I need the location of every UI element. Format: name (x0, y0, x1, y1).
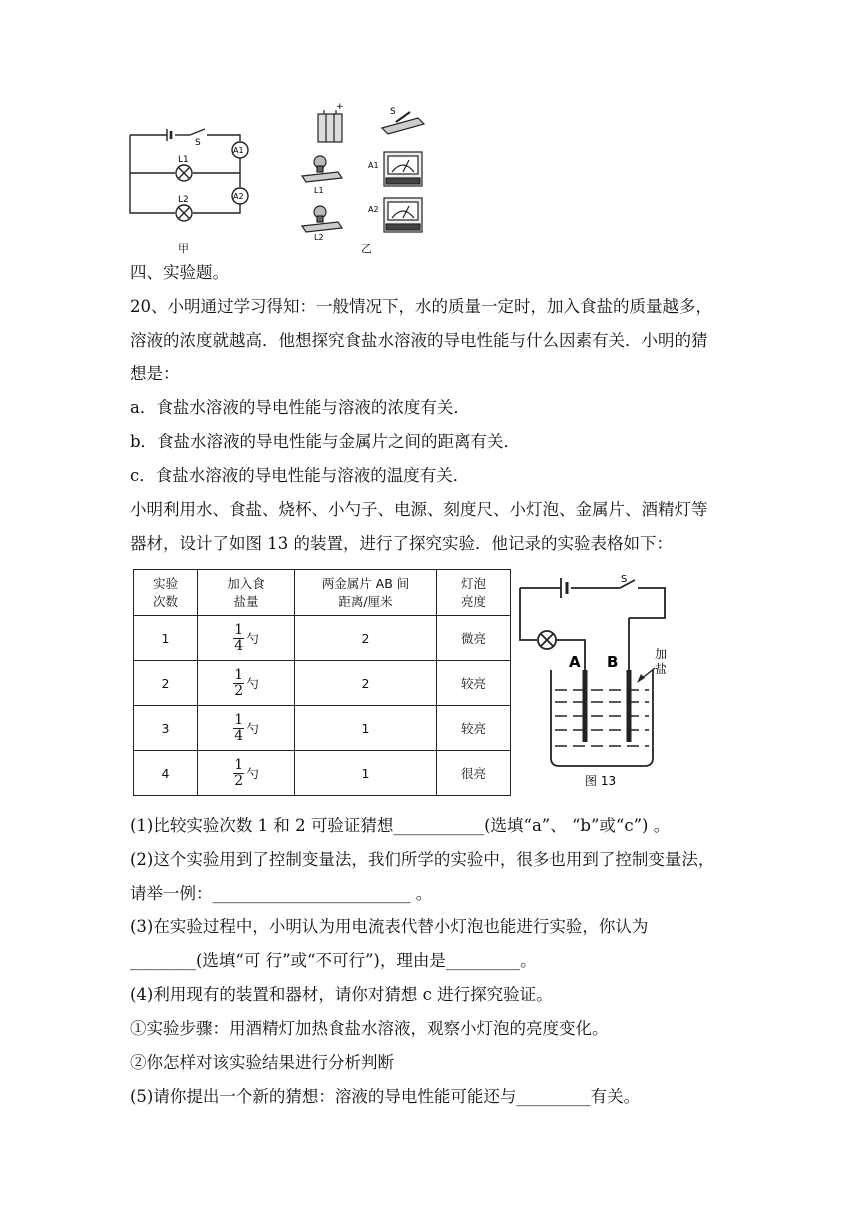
question-3-line-2: ________(选填“可 行”或“不可行”)，理由是_________。 (130, 951, 537, 970)
header-trial: 实验 次数 (134, 570, 198, 616)
caption-jia: 甲 (178, 242, 189, 255)
table-header-row (134, 570, 511, 616)
figure-13-caption: 图 13 (585, 774, 617, 788)
jia-lamp2-label: L2 (178, 195, 189, 205)
jia-switch-label: S (195, 138, 201, 148)
experiment-table (133, 569, 511, 796)
circuit-diagram-jia (125, 125, 255, 255)
question-4-step-1: ①实验步骤：用酒精灯加热食盐水溶液，观察小灯泡的亮度变化。 (130, 1019, 609, 1038)
yi-lamp2-label: L2 (314, 233, 324, 240)
question-5: (5)请你提出一个新的猜想：溶液的导电性能可能还与_________有关。 (130, 1087, 641, 1106)
section-heading: 四、实验题。 (130, 263, 229, 282)
svg-text:+: + (336, 102, 344, 112)
header-salt: 加入食 盐量 (198, 570, 295, 616)
add-salt-label-1: 加 (655, 647, 668, 661)
materials-line-2: 器材，设计了如图 13 的装置，进行了探究实验．他记录的实验表格如下： (130, 534, 673, 553)
caption-yi: 乙 (361, 242, 372, 255)
table-row: 2 $\frac{1}{2}$ 勺 2 较亮 (134, 661, 511, 706)
table-row: 3 $\frac{1}{4}$ 勺 1 较亮 (134, 706, 511, 751)
table-row: 1 $\frac{1}{4}$ 勺 2 微亮 (134, 616, 511, 661)
header-distance: 两金属片 AB 间 距离/厘米 (295, 570, 437, 616)
intro-line-3: 想是： (130, 364, 180, 383)
fig13-switch-label: S (621, 574, 628, 585)
question-4: (4)利用现有的装置和器材，请你对猜想 c 进行探究验证。 (130, 985, 553, 1004)
header-brightness: 灯泡 亮度 (437, 570, 511, 616)
question-2-line-1: (2)这个实验用到了控制变量法，我们所学的实验中，很多也用到了控制变量法， (130, 850, 715, 869)
intro-line-2: 溶液的浓度就越高．他想探究食盐水溶液的导电性能与什么因素有关．小明的猜 (130, 331, 708, 350)
question-4-step-2: ②你怎样对该实验结果进行分析判断 (130, 1053, 394, 1072)
intro-line-1: 20、小明通过学习得知：一般情况下，水的质量一定时，加入食盐的质量越多， (130, 297, 712, 316)
question-2-line-2: 请举一例：________________________ 。 (130, 884, 433, 903)
yi-switch-label: S (390, 107, 396, 117)
jia-ammeter1-label: A1 (233, 146, 244, 155)
question-3-line-1: (3)在实验过程中，小明认为用电流表代替小灯泡也能进行实验，你认为 (130, 917, 649, 936)
jia-ammeter2-label: A2 (233, 192, 244, 201)
electrode-b-label: B (607, 653, 619, 671)
materials-line-1: 小明利用水、食盐、烧杯、小勺子、电源、刻度尺、小灯泡、金属片、酒精灯等 (130, 500, 708, 519)
yi-ammeter2-label: A2 (368, 205, 379, 214)
table-row: 4 $\frac{1}{2}$ 勺 1 很亮 (134, 751, 511, 796)
add-salt-label-2: 盐 (655, 662, 668, 676)
yi-lamp1-label: L1 (314, 186, 324, 195)
guess-a: a．食盐水溶液的导电性能与溶液的浓度有关． (130, 398, 470, 417)
components-drawing-yi (298, 100, 433, 240)
jia-lamp1-label: L1 (178, 155, 189, 165)
yi-ammeter1-label: A1 (368, 161, 379, 170)
figure-13-apparatus (515, 570, 675, 795)
question-1: (1)比较实验次数 1 和 2 可验证猜想___________(选填“a”、 “b”或“c”) 。 (130, 816, 671, 835)
electrode-a-label: A (569, 653, 581, 671)
guess-c: c．食盐水溶液的导电性能与溶液的温度有关． (130, 466, 470, 485)
guess-b: b．食盐水溶液的导电性能与金属片之间的距离有关． (130, 432, 521, 451)
